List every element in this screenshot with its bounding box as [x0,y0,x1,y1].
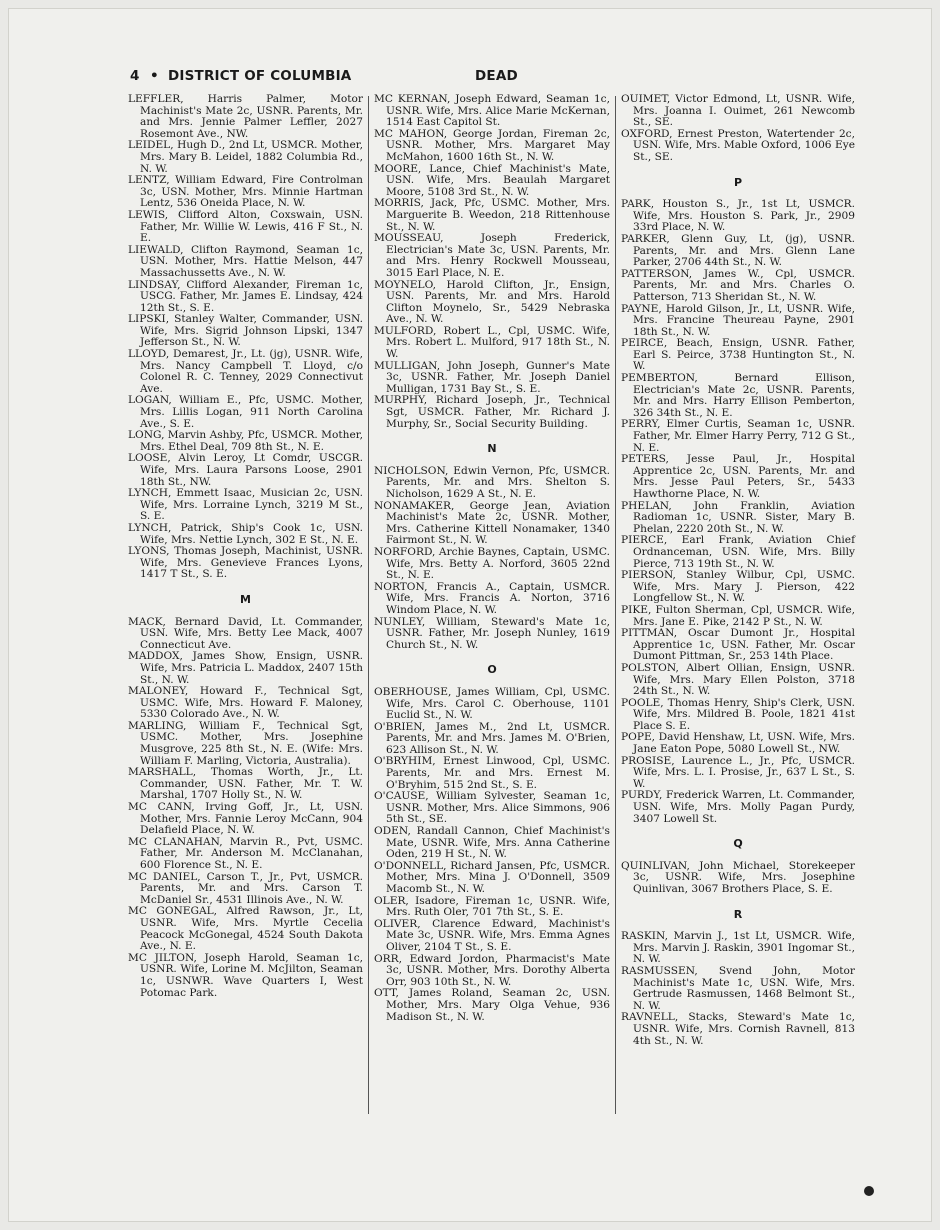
casualty-entry: OTT, James Roland, Seaman 2c, USN. Mother, Mrs. Mary Olga Vehue, 936 Madison St., N. W. [374,987,610,1023]
casualty-entry: PARK, Houston S., Jr., 1st Lt, USMCR. Wife, Mrs. Houston S. Park, Jr., 2909 33rd Place, N. W. [621,198,855,234]
column-divider [368,96,369,1114]
casualty-entry: PARKER, Glenn Guy, Lt, (jg), USNR. Parents, Mr. and Mrs. Glenn Lane Parker, 2706 44th St., N. W. [621,232,855,269]
column-3 [621,94,855,1047]
casualty-entry: MORRIS, Jack, Pfc, USMC. Mother, Mrs. Marguerite B. Weedon, 218 Rittenhouse St., N. W. [374,197,610,233]
casualty-entry: LLOYD, Demarest, Jr., Lt. (jg), USNR. Wife, Mrs. Nancy Campbell T. Lloyd, c/o Colonel R. C. Tenney, 2029 Connectivut Ave. [128,348,363,395]
section-title: DEAD [475,68,518,84]
casualty-entry: LYONS, Thomas Joseph, Machinist, USNR. Wife, Mrs. Genevieve Frances Lyons, 1417 T St., S. E. [128,545,363,581]
casualty-entry: MC DANIEL, Carson T., Jr., Pvt, USMCR. Parents, Mr. and Mrs. Carson T. McDaniel Sr., 4531 Illinois Ave., N. W. [128,870,363,906]
casualty-entry: MC KERNAN, Joseph Edward, Seaman 1c, USNR. Wife, Mrs. Alice Marie McKernan, 1514 East Capitol St. [374,93,610,129]
casualty-entry: POLSTON, Albert Ollian, Ensign, USNR. Wife, Mrs. Mary Ellen Polston, 3718 24th St., N. W. [621,661,855,698]
casualty-entry: LYNCH, Emmett Isaac, Musician 2c, USN. Wife, Mrs. Lorraine Lynch, 3219 M St., S. E. [128,487,363,523]
casualty-entry: OLIVER, Clarence Edward, Machinist's Mate 3c, USNR. Wife, Mrs. Emma Agnes Oliver, 2104 T St., S. E. [374,917,610,953]
casualty-entry: PATTERSON, James W., Cpl, USMCR. Parents, Mr. and Mrs. Charles O. Patterson, 713 Sheridan St., N. W. [621,267,855,303]
casualty-entry: LYNCH, Patrick, Ship's Cook 1c, USN. Wife, Mrs. Nettie Lynch, 302 E St., N. E. [128,521,363,546]
casualty-entry: LINDSAY, Clifford Alexander, Fireman 1c, USCG. Father, Mr. James E. Lindsay, 424 12th St., S. E. [128,278,363,314]
casualty-entry: MULFORD, Robert L., Cpl, USMC. Wife, Mrs. Robert L. Mulford, 917 18th St., N. W. [374,324,610,361]
casualty-entry: OXFORD, Ernest Preston, Watertender 2c, USN. Wife, Mrs. Mable Oxford, 1006 Eye St., SE. [621,127,855,163]
section-letter: O [487,663,497,677]
casualty-entry: POPE, David Henshaw, Lt, USN. Wife, Mrs. Jane Eaton Pope, 5080 Lowell St., NW. [621,731,855,756]
casualty-entry: RAVNELL, Stacks, Steward's Mate 1c, USNR. Wife, Mrs. Cornish Ravnell, 813 4th St., N. W. [621,1011,855,1047]
casualty-entry: MARLING, William F., Technical Sgt, USMC. Mother, Mrs. Josephine Musgrove, 225 8th St., N. E. (Wife: Mrs. William F. Marling, Victoria, Australia). [128,719,363,767]
casualty-entry: MOUSSEAU, Joseph Frederick, Electrician's Mate 3c, USN. Parents, Mr. and Mrs. Henry Rockwell Mousseau, 3015 Earl Place, N. E. [374,232,610,279]
casualty-entry: MULLIGAN, John Joseph, Gunner's Mate 3c, USNR. Father, Mr. Joseph Daniel Mulligan, 1731 Bay St., S. E. [374,359,610,395]
casualty-entry: QUINLIVAN, John Michael, Storekeeper 3c, USNR. Wife, Mrs. Josephine Quinlivan, 3067 Brothers Place, S. E. [621,859,855,895]
page-number: 4 [130,68,140,84]
casualty-entry: LIPSKI, Stanley Walter, Commander, USN. Wife, Mrs. Sigrid Johnson Lipski, 1347 Jefferson St., N. W. [128,313,363,349]
casualty-entry: LEWIS, Clifford Alton, Coxswain, USN. Father, Mr. Willie W. Lewis, 416 F St., N. E. [128,208,363,245]
casualty-entry: LONG, Marvin Ashby, Pfc, USMCR. Mother, Mrs. Ethel Deal, 709 8th St., N. E. [128,429,364,453]
casualty-entry: RASKIN, Marvin J., 1st Lt, USMCR. Wife, Mrs. Marvin J. Raskin, 3901 Ingomar St., N. W. [621,930,855,966]
casualty-entry: NICHOLSON, Edwin Vernon, Pfc, USMCR. Parents, Mr. and Mrs. Shelton S. Nicholson, 1629 A St., N. E. [374,464,610,500]
casualty-entry: OUIMET, Victor Edmond, Lt, USNR. Wife, Mrs. Joanna I. Ouimet, 261 Newcomb St., SE. [621,93,855,129]
header-bullet: • [150,68,159,84]
casualty-entry: O'BRYHIM, Ernest Linwood, Cpl, USMC. Parents, Mr. and Mrs. Ernest M. O'Bryhim, 515 2nd St., S. E. [374,755,610,791]
casualty-entry: PROSISE, Laurence L., Jr., Pfc, USMCR. Wife, Mrs. L. I. Prosise, Jr., 637 L St., S. W. [621,754,855,790]
casualty-entry: MALONEY, Howard F., Technical Sgt, USMC. Wife, Mrs. Howard F. Maloney, 5330 Colorado Ave., N. W. [128,685,363,721]
section-letter: M [240,592,251,606]
hole-punch-mark [864,1186,874,1196]
casualty-entry: PIERSON, Stanley Wilbur, Cpl, USMC. Wife, Mrs. Mary J. Pierson, 422 Longfellow St., N. W. [621,569,855,605]
casualty-entry: ODEN, Randall Cannon, Chief Machinist's Mate, USNR. Wife, Mrs. Anna Catherine Oden, 219 H St., N. W. [374,825,610,861]
district-title: DISTRICT OF COLUMBIA [168,68,352,84]
column-2 [374,94,610,1023]
casualty-entry: MC GONEGAL, Alfred Rawson, Jr., Lt, USNR. Wife, Mrs. Myrtle Cecelia Peacock McGonegal, 4524 South Dakota Ave., N. E. [128,905,363,953]
casualty-entry: PAYNE, Harold Gilson, Jr., Lt, USNR. Wife, Mrs. Francine Theureau Payne, 2901 18th St., N. W. [621,302,855,338]
casualty-entry: MURPHY, Richard Joseph, Jr., Technical Sgt, USMCR. Father, Mr. Richard J. Murphy, Sr., Social Security Building. [374,394,610,430]
casualty-entry: MC MAHON, George Jordan, Fireman 2c, USNR. Mother, Mrs. Margaret May McMahon, 1600 16th St., N. W. [374,127,610,163]
section-letter: N [487,442,497,456]
casualty-entry: MC JILTON, Joseph Harold, Seaman 1c, USNR. Wife, Lorine M. McJilton, Seaman 1c, USNWR. Wave Quarters I, West Potomac Park. [128,951,363,999]
casualty-entry: LEFFLER, Harris Palmer, Motor Machinist's Mate 2c, USNR. Parents, Mr. and Mrs. Jennie Palmer Leffler, 2027 Rosemont Ave., NW. [128,93,363,140]
casualty-entry: NUNLEY, William, Steward's Mate 1c, USNR. Father, Mr. Joseph Nunley, 1619 Church St., N. W. [374,615,610,651]
casualty-entry: LOGAN, William E., Pfc, USMC. Mother, Mrs. Lillis Logan, 911 North Carolina Ave., S. E. [128,394,363,430]
casualty-entry: MC CANN, Irving Goff, Jr., Lt, USN. Mother, Mrs. Fannie Leroy McCann, 904 Delafield Place, N. W. [128,801,363,837]
casualty-entry: MOYNELO, Harold Clifton, Jr., Ensign, USN. Parents, Mr. and Mrs. Harold Clifton Moynelo, Sr., 5429 Nebraska Ave., N. W. [374,278,610,326]
casualty-entry: LOOSE, Alvin Leroy, Lt Comdr, USCGR. Wife, Mrs. Laura Parsons Loose, 2901 18th St., NW. [128,452,363,488]
casualty-entry: NORFORD, Archie Baynes, Captain, USMC. Wife, Mrs. Betty A. Norford, 3605 22nd St., N. E. [374,545,610,582]
casualty-entry: POOLE, Thomas Henry, Ship's Clerk, USN. Wife, Mrs. Mildred B. Poole, 1821 41st Place S. E. [621,696,855,732]
casualty-entry: PURDY, Frederick Warren, Lt. Commander, USN. Wife, Mrs. Molly Pagan Purdy, 3407 Lowell St. [621,789,855,825]
casualty-entry: MARSHALL, Thomas Worth, Jr., Lt. Commander, USN. Father, Mr. T. W. Marshal, 1707 Holly St., N. W. [128,766,363,802]
casualty-entry: PEMBERTON, Bernard Ellison, Electrician's Mate 2c, USNR. Parents, Mr. and Mrs. Harry Ellison Pemberton, 326 34th St., N. E. [621,372,855,419]
casualty-entry: ORR, Edward Jordon, Pharmacist's Mate 3c, USNR. Mother, Mrs. Dorothy Alberta Orr, 903 10th St., N. W. [374,952,610,988]
casualty-entry: MADDOX, James Show, Ensign, USNR. Wife, Mrs. Patricia L. Maddox, 2407 15th St., N. W. [128,650,363,686]
casualty-entry: OBERHOUSE, James William, Cpl, USMC. Wife, Mrs. Carol C. Oberhouse, 1101 Euclid St., N. W. [374,685,610,722]
casualty-entry: LIEWALD, Clifton Raymond, Seaman 1c, USN. Mother, Mrs. Hattie Melson, 447 Massachussetts Ave., N. W. [128,243,363,279]
casualty-entry: MACK, Bernard David, Lt. Commander, USN. Wife, Mrs. Betty Lee Mack, 4007 Connecticut Ave. [128,615,363,651]
casualty-entry: NONAMAKER, George Jean, Aviation Machinist's Mate 2c, USNR. Mother, Mrs. Catherine Kittell Nonamaker, 1340 Fairmont St., N. W. [374,499,610,547]
casualty-entry: PITTMAN, Oscar Dumont Jr., Hospital Apprentice 1c, USN. Father, Mr. Oscar Dumont Pittman, Sr., 253 14th Place. [621,627,855,663]
column-divider [615,96,616,1114]
casualty-entry: O'DONNELL, Richard Jansen, Pfc, USMCR. Mother, Mrs. Mina J. O'Donnell, 3509 Macomb St., N. W. [374,859,610,895]
casualty-entry: NORTON, Francis A., Captain, USMCR. Wife, Mrs. Francis A. Norton, 3716 Windom Place, N. W. [374,580,610,616]
casualty-entry: MC CLANAHAN, Marvin R., Pvt, USMC. Father, Mr. Anderson M. McClanahan, 600 Florence St., N. E. [128,835,363,871]
casualty-entry: O'CAUSE, William Sylvester, Seaman 1c, USNR. Mother, Mrs. Alice Simmons, 906 5th St., SE. [374,790,610,826]
casualty-entry: PETERS, Jesse Paul, Jr., Hospital Apprentice 2c, USN. Parents, Mr. and Mrs. Jesse Paul Peters, Sr., 5433 Hawthorne Place, N. W. [621,453,855,500]
casualty-entry: PERRY, Elmer Curtis, Seaman 1c, USNR. Father, Mr. Elmer Harry Perry, 712 G St., N. E. [621,418,855,454]
casualty-entry: O'BRIEN, James M., 2nd Lt, USMCR. Parents, Mr. and Mrs. James M. O'Brien, 623 Allison St., N. W. [374,720,610,756]
casualty-entry: PIERCE, Earl Frank, Aviation Chief Ordnanceman, USN. Wife, Mrs. Billy Pierce, 713 19th St., N. W. [621,534,855,570]
casualty-entry: RASMUSSEN, Svend John, Motor Machinist's Mate 1c, USN. Wife, Mrs. Gertrude Rasmussen, 1468 Belmont St., N. W. [621,964,855,1012]
casualty-entry: LEIDEL, Hugh D., 2nd Lt, USMCR. Mother, Mrs. Mary B. Leidel, 1882 Columbia Rd., N. W. [128,139,363,175]
casualty-entry: LENTZ, William Edward, Fire Controlman 3c, USN. Mother, Mrs. Minnie Hartman Lentz, 536 Oneida Place, N. W. [128,174,363,210]
casualty-entry: PIKE, Fulton Sherman, Cpl, USMCR. Wife, Mrs. Jane E. Pike, 2142 P St., N. W. [621,603,855,628]
page-header [130,68,810,88]
casualty-entry: MOORE, Lance, Chief Machinist's Mate, USN. Wife, Mrs. Beaulah Margaret Moore, 5108 3rd St., N. W. [374,162,610,198]
casualty-entry: OLER, Isadore, Fireman 1c, USNR. Wife, Mrs. Ruth Oler, 701 7th St., S. E. [374,894,610,919]
section-letter: R [733,907,743,921]
column-1 [128,94,363,999]
section-letter: P [733,175,743,189]
casualty-entry: PEIRCE, Beach, Ensign, USNR. Father, Earl S. Peirce, 3738 Huntington St., N. W. [621,337,855,373]
section-letter: Q [733,837,743,851]
casualty-entry: PHELAN, John Franklin, Aviation Radioman 1c, USNR. Sister, Mary B. Phelan, 2220 20th St., N. W. [621,499,855,535]
